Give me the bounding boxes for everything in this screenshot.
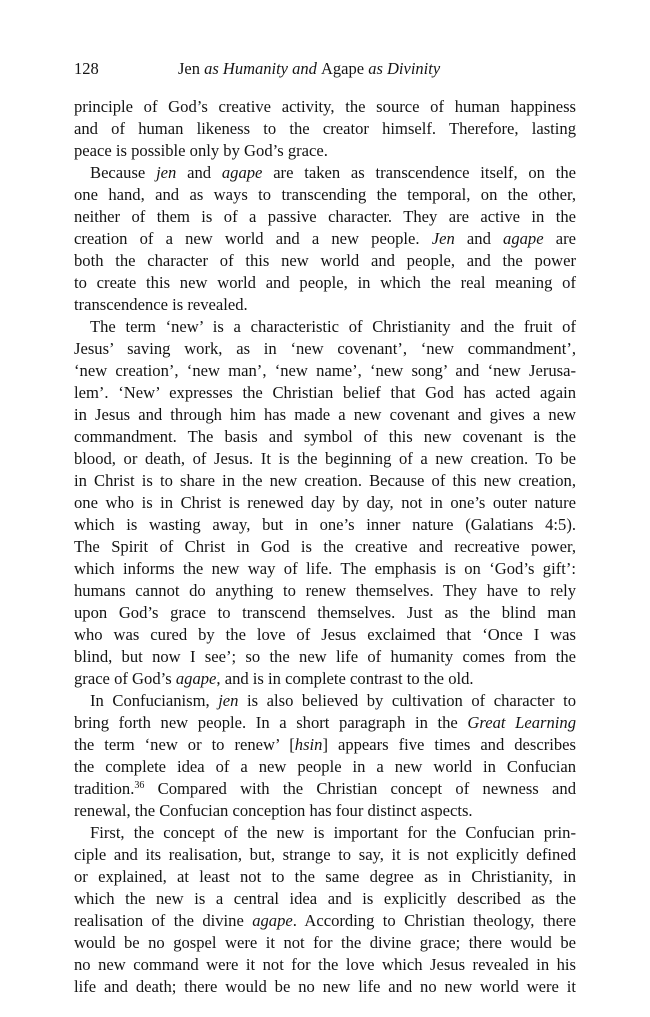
italic-text: agape (175, 669, 217, 688)
text-line (74, 426, 576, 448)
text-run: to create this new world and people, in which the real meaning of (74, 273, 576, 292)
text-run: The term ‘new’ is a characteristic of Christianity and the fruit of (90, 317, 576, 336)
text-line (74, 558, 576, 580)
italic-text: Humanity and (222, 59, 321, 78)
italic-text: agape (221, 163, 263, 182)
text-line (74, 580, 576, 602)
text-run: which is wasting away, but in one’s inner nature (Galatians 4:5). (74, 515, 576, 534)
text-run: Jesus’ saving work, as in ‘new covenant’, ‘new commandment’, (74, 339, 576, 358)
text-line (74, 844, 576, 866)
text-run: Because (90, 163, 157, 182)
text-line (74, 888, 576, 910)
text-line (74, 448, 576, 470)
body-text (74, 96, 576, 998)
text-line (74, 294, 576, 316)
text-run: Compared with the Christian concept of newness and (144, 779, 576, 798)
text-line (74, 910, 576, 932)
text-run: The Spirit of Christ in God is the creative and recreative power, (74, 537, 576, 556)
text-run: and of human likeness to the creator himself. Therefore, lasting (74, 119, 576, 138)
italic-text: Jen (431, 229, 455, 248)
text-run: lem’. ‘New’ expresses the Christian belief that God has acted again (74, 383, 576, 402)
text-line (74, 338, 576, 360)
text-run: the complete idea of a new people in a new world in Confucian (74, 757, 576, 776)
text-run: peace is possible only by God’s grace. (74, 141, 328, 160)
text-run: in Jesus and through him has made a new covenant and gives a new (74, 405, 576, 424)
text-line (74, 360, 576, 382)
text-run: First, the concept of the new is important for the Confucian prin- (90, 823, 576, 842)
text-line (74, 690, 576, 712)
text-line (74, 646, 576, 668)
text-run: one hand, and as ways to transcending the temporal, on the other, (74, 185, 576, 204)
text-run: ] appears five times and describes (322, 735, 576, 754)
text-line (74, 250, 576, 272)
text-run: both the character of this new world and people, and the power (74, 251, 576, 270)
text-run: , and is in complete contrast to the old. (216, 669, 474, 688)
text-run: humans cannot do anything to renew themselves. They have to rely (74, 581, 576, 600)
text-run: one who is in Christ is renewed day by day, not in one’s outer nature (74, 493, 576, 512)
text-line (74, 272, 576, 294)
text-line (74, 778, 576, 800)
text-line (74, 316, 576, 338)
text-run: renewal, the Confucian conception has four distinct aspects. (74, 801, 473, 820)
text-run: and (176, 163, 222, 182)
text-run: bring forth new people. In a short paragraph in the (74, 713, 468, 732)
text-run: ciple and its realisation, but, strange to say, it is not explicitly defined (74, 845, 576, 864)
running-head (74, 58, 576, 80)
text-run: transcendence is revealed. (74, 295, 248, 314)
text-line (74, 184, 576, 206)
italic-text: agape (252, 911, 293, 930)
text-line (74, 492, 576, 514)
text-line (74, 624, 576, 646)
text-run: creation of a new world and a new people. (74, 229, 432, 248)
running-title (178, 58, 440, 80)
footnote-marker: 36 (134, 780, 145, 791)
text-run: which the new is a central idea and is explicitly described as the (74, 889, 576, 908)
text-line (74, 822, 576, 844)
text-run: no new command were it not for the love which Jesus revealed in his (74, 955, 576, 974)
text-run: is also believed by cultivation of character to (238, 691, 576, 710)
text-run: are taken as transcendence itself, on the (262, 163, 577, 182)
text-line (74, 514, 576, 536)
italic-text: jen (156, 163, 177, 182)
text-line (74, 932, 576, 954)
text-line (74, 228, 576, 250)
text-run: who was cured by the love of Jesus exclaimed that ‘Once I was (74, 625, 576, 644)
text-line (74, 976, 576, 998)
text-run: grace of God’s (74, 669, 176, 688)
text-run: principle of God’s creative activity, the source of human happiness (74, 97, 576, 116)
page-number: 128 (74, 59, 99, 78)
text-line (74, 712, 576, 734)
text-line (74, 382, 576, 404)
italic-text: hsin (294, 735, 323, 754)
text-run: neither of them is of a passive character. They are active in the (74, 207, 576, 226)
text-line (74, 140, 576, 162)
text-line (74, 162, 576, 184)
text-line (74, 206, 576, 228)
paragraph (74, 96, 576, 162)
italic-text: Great Learning (467, 713, 576, 732)
text-run: blood, or death, of Jesus. It is the beginning of a new creation. To be (74, 449, 576, 468)
italic-text: as (200, 59, 223, 78)
text-line (74, 118, 576, 140)
text-run: commandment. The basis and symbol of this new covenant is the (74, 427, 576, 446)
text-line (74, 668, 576, 690)
text-run: in Christ is to share in the new creation. Because of this new creation, (74, 471, 576, 490)
text-line (74, 954, 576, 976)
text-line (74, 536, 576, 558)
text-line (74, 404, 576, 426)
text-run: life and death; there would be no new life and no new world were it (74, 977, 576, 996)
paragraph (74, 316, 576, 690)
paragraph (74, 822, 576, 998)
text-line (74, 470, 576, 492)
italic-text: as Divinity (364, 59, 441, 78)
text-run: realisation of the divine (74, 911, 253, 930)
text-run: would be no gospel were it not for the divine grace; there would be (74, 933, 576, 952)
text-run: Agape (321, 59, 365, 78)
text-run: Jen (178, 59, 200, 78)
text-run: are (543, 229, 577, 248)
text-line (74, 602, 576, 624)
text-line (74, 96, 576, 118)
italic-text: agape (503, 229, 544, 248)
text-line (74, 800, 576, 822)
text-line (74, 756, 576, 778)
text-run: tradition. (74, 779, 135, 798)
text-line (74, 866, 576, 888)
paragraph (74, 162, 576, 316)
text-run: and (454, 229, 504, 248)
text-run: upon God’s grace to transcend themselves. Just as the blind man (74, 603, 576, 622)
text-run: . According to Christian theology, there (292, 911, 576, 930)
text-run: which informs the new way of life. The emphasis is on ‘God’s gift’: (74, 559, 576, 578)
italic-text: jen (218, 691, 239, 710)
paragraph (74, 690, 576, 822)
text-run: the term ‘new or to renew’ [ (74, 735, 295, 754)
text-line (74, 734, 576, 756)
text-run: or explained, at least not to the same degree as in Christianity, in (74, 867, 576, 886)
text-run: ‘new creation’, ‘new man’, ‘new name’, ‘new song’ and ‘new Jerusa- (74, 361, 576, 380)
text-run: In Confucianism, (90, 691, 219, 710)
text-run: blind, but now I see’; so the new life of humanity comes from the (74, 647, 576, 666)
